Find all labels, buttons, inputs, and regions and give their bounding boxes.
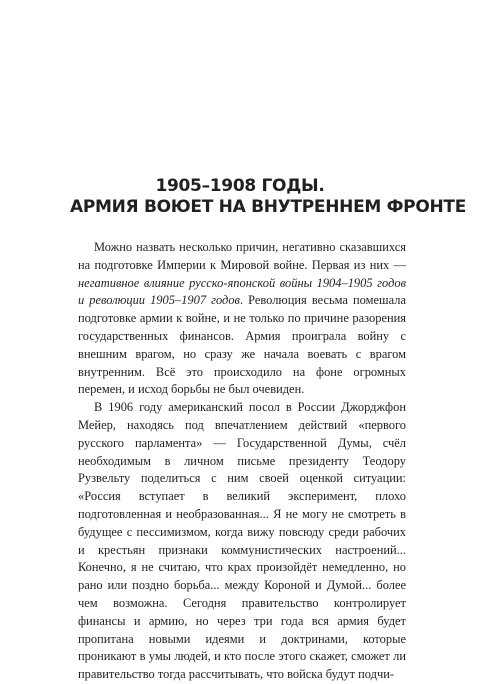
paragraph-1 [78, 239, 406, 399]
chapter-title-line-1: 1905–1908 ГОДЫ. [155, 176, 325, 196]
paragraph-1-italic-phrase: негативное влияние русско-японской войны 1904–1905 годов и революции 1905–1907 годов [78, 275, 406, 308]
paragraph-2: В 1906 году американский посол в России Джорджфон Мейер, находясь под впечатлением действий «первого русского парламента» — Государственной Думы, счёл необходимым в личном письме президенту Теодору Рузвельту поделиться с ним своей оценкой ситуации: «Россия вступает в великий эксперимент, плохо подготовленная и необразованная... Я не могу не смотреть в будущее с пессимизмом, когда вижу повсюду среди рабочих и крестьян признаки коммунистических настроений... Конечно, я не считаю, что крах произойдёт немедленно, но рано или поздно борьба... между Короной и Думой... более чем возможна. Сегодня правительство контролирует финансы и армию, но через три года вся армия будет пропитана новыми идеями и доктринами, которые проникают в умы людей, и кто после этого скажет, сможет ли правительство тогда рассчитывать, что войска будут подчи- [78, 400, 406, 682]
paragraph-1-text-end: . Революция весьма помешала подготовке армии к войне, и не только по причине разорения государственных финансов. Армия проиграла войну с внешним врагом, но сразу же начала воевать с врагом внутренним. Всё это происходило на фоне огромных перемен, и исход борьбы не был очевиден. [78, 293, 406, 397]
body-text [78, 239, 406, 684]
chapter-title [70, 176, 467, 218]
paragraph-1-text-start: Можно назвать несколько причин, негативно сказавшихся на подготовке Империи к Мировой войне. Первая из них — [78, 240, 406, 272]
chapter-title-line-2: АРМИЯ ВОЮЕТ НА ВНУТРЕННЕМ ФРОНТЕ [70, 197, 467, 217]
